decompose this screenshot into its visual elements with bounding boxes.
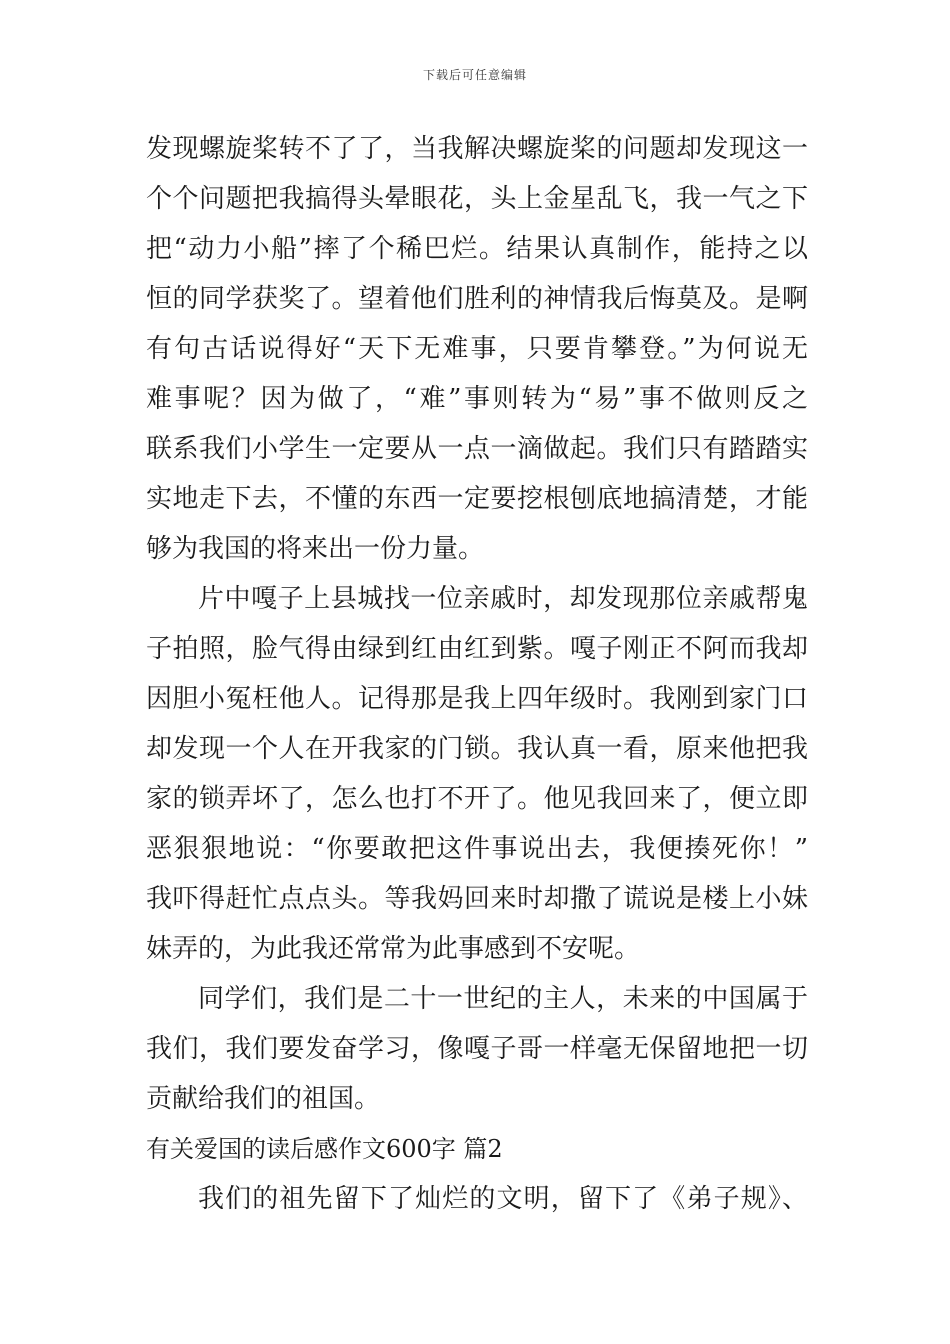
text-line: 联系我们小学生一定要从一点一滴做起。我们只有踏踏实 bbox=[146, 434, 808, 464]
text-line: 家的锁弄坏了，怎么也打不开了。他见我回来了，便立即 bbox=[146, 784, 808, 814]
text-line: 个个问题把我搞得头晕眼花，头上金星乱飞，我一气之下 bbox=[146, 184, 808, 214]
text-line: 难事呢？因为做了，“难”事则转为“易”事不做则反之 bbox=[146, 384, 808, 414]
text-line: 有句古话说得好“天下无难事，只要肯攀登。”为何说无 bbox=[146, 334, 808, 364]
header-note: 下载后可任意编辑 bbox=[422, 68, 527, 82]
text-line: 把“动力小船”摔了个稀巴烂。结果认真制作，能持之以 bbox=[146, 234, 808, 264]
text-line: 够为我国的将来出一份力量。 bbox=[146, 534, 485, 564]
document-body bbox=[146, 124, 808, 1224]
text-line: 贡献给我们的祖国。 bbox=[146, 1084, 381, 1114]
text-line: 同学们，我们是二十一世纪的主人，未来的中国属于 bbox=[198, 984, 808, 1014]
text-line: 恒的同学获奖了。望着他们胜利的神情我后悔莫及。是啊 bbox=[146, 284, 808, 314]
text-line: 恶狠狠地说：“你要敢把这件事说出去，我便揍死你！” bbox=[146, 834, 808, 864]
text-line: 我吓得赶忙点点头。等我妈回来时却撒了谎说是楼上小妹 bbox=[146, 884, 808, 914]
text-line: 因胆小冤枉他人。记得那是我上四年级时。我刚到家门口 bbox=[146, 684, 808, 714]
text-line: 我们，我们要发奋学习，像嘎子哥一样毫无保留地把一切 bbox=[146, 1034, 808, 1064]
section-heading: 有关爱国的读后感作文600字 篇2 bbox=[146, 1135, 503, 1163]
text-line: 子拍照，脸气得由绿到红由红到紫。嘎子刚正不阿而我却 bbox=[146, 634, 808, 664]
text-line: 实地走下去，不懂的东西一定要挖根刨底地搞清楚，才能 bbox=[146, 484, 808, 514]
text-line: 片中嘎子上县城找一位亲戚时，却发现那位亲戚帮鬼 bbox=[198, 584, 808, 614]
text-line: 我们的祖先留下了灿烂的文明，留下了《弟子规》、 bbox=[198, 1184, 808, 1214]
text-line: 妹弄的，为此我还常常为此事感到不安呢。 bbox=[146, 934, 641, 964]
text-line: 发现螺旋桨转不了了，当我解决螺旋桨的问题却发现这一 bbox=[146, 134, 808, 164]
text-line: 却发现一个人在开我家的门锁。我认真一看，原来他把我 bbox=[146, 734, 808, 764]
